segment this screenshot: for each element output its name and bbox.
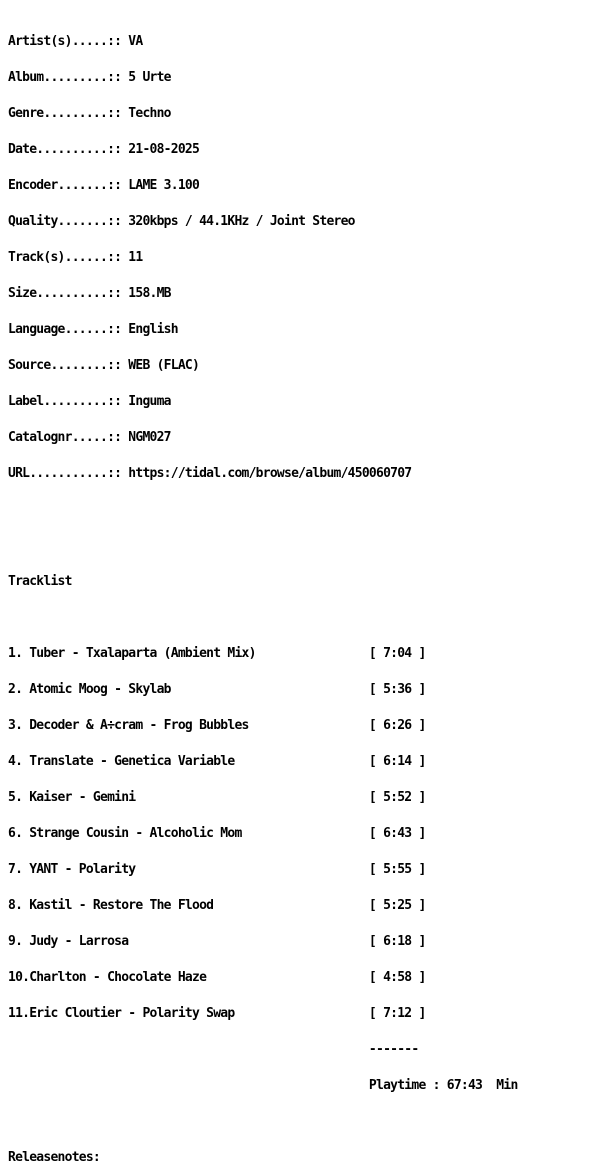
info-genre: Genre.........:: Techno xyxy=(8,106,171,121)
playtime-total: Playtime : 67:43 Min xyxy=(8,1078,518,1093)
blank-line xyxy=(8,504,608,516)
info-label: Label.........:: Inguma xyxy=(8,394,171,409)
track-row: 3. Decoder & A÷cram - Frog Bubbles [ 6:26 ] xyxy=(8,718,426,733)
info-date: Date..........:: 21-08-2025 xyxy=(8,142,200,157)
track-row: 8. Kastil - Restore The Flood [ 5:25 ] xyxy=(8,898,426,913)
track-row: 5. Kaiser - Gemini [ 5:52 ] xyxy=(8,790,426,805)
nfo-document xyxy=(8,12,608,1176)
info-album: Album.........:: 5 Urte xyxy=(8,70,171,85)
info-tracks: Track(s)......:: 11 xyxy=(8,250,143,265)
info-quality: Quality.......:: 320kbps / 44.1KHz / Joint Stereo xyxy=(8,214,355,229)
track-row: 6. Strange Cousin - Alcoholic Mom [ 6:43 ] xyxy=(8,826,426,841)
blank-line xyxy=(8,540,608,552)
track-row: 10.Charlton - Chocolate Haze [ 4:58 ] xyxy=(8,970,426,985)
tracklist-heading: Tracklist xyxy=(8,574,72,589)
track-row: 11.Eric Cloutier - Polarity Swap [ 7:12 ] xyxy=(8,1006,426,1021)
info-url: URL...........:: https://tidal.com/browse/album/450060707 xyxy=(8,466,412,481)
releasenotes-heading: Releasenotes: xyxy=(8,1150,100,1165)
info-artist: Artist(s).....:: VA xyxy=(8,34,143,49)
blank-line xyxy=(8,612,608,624)
blank-line xyxy=(8,1116,608,1128)
tracklist-divider: ------- xyxy=(8,1042,419,1057)
track-row: 7. YANT - Polarity [ 5:55 ] xyxy=(8,862,426,877)
info-language: Language......:: English xyxy=(8,322,178,337)
track-row: 1. Tuber - Txalaparta (Ambient Mix) [ 7:04 ] xyxy=(8,646,426,661)
info-source: Source........:: WEB (FLAC) xyxy=(8,358,200,373)
info-size: Size..........:: 158.MB xyxy=(8,286,171,301)
info-encoder: Encoder.......:: LAME 3.100 xyxy=(8,178,200,193)
track-row: 9. Judy - Larrosa [ 6:18 ] xyxy=(8,934,426,949)
track-row: 2. Atomic Moog - Skylab [ 5:36 ] xyxy=(8,682,426,697)
track-row: 4. Translate - Genetica Variable [ 6:14 ] xyxy=(8,754,426,769)
info-catalognr: Catalognr.....:: NGM027 xyxy=(8,430,171,445)
